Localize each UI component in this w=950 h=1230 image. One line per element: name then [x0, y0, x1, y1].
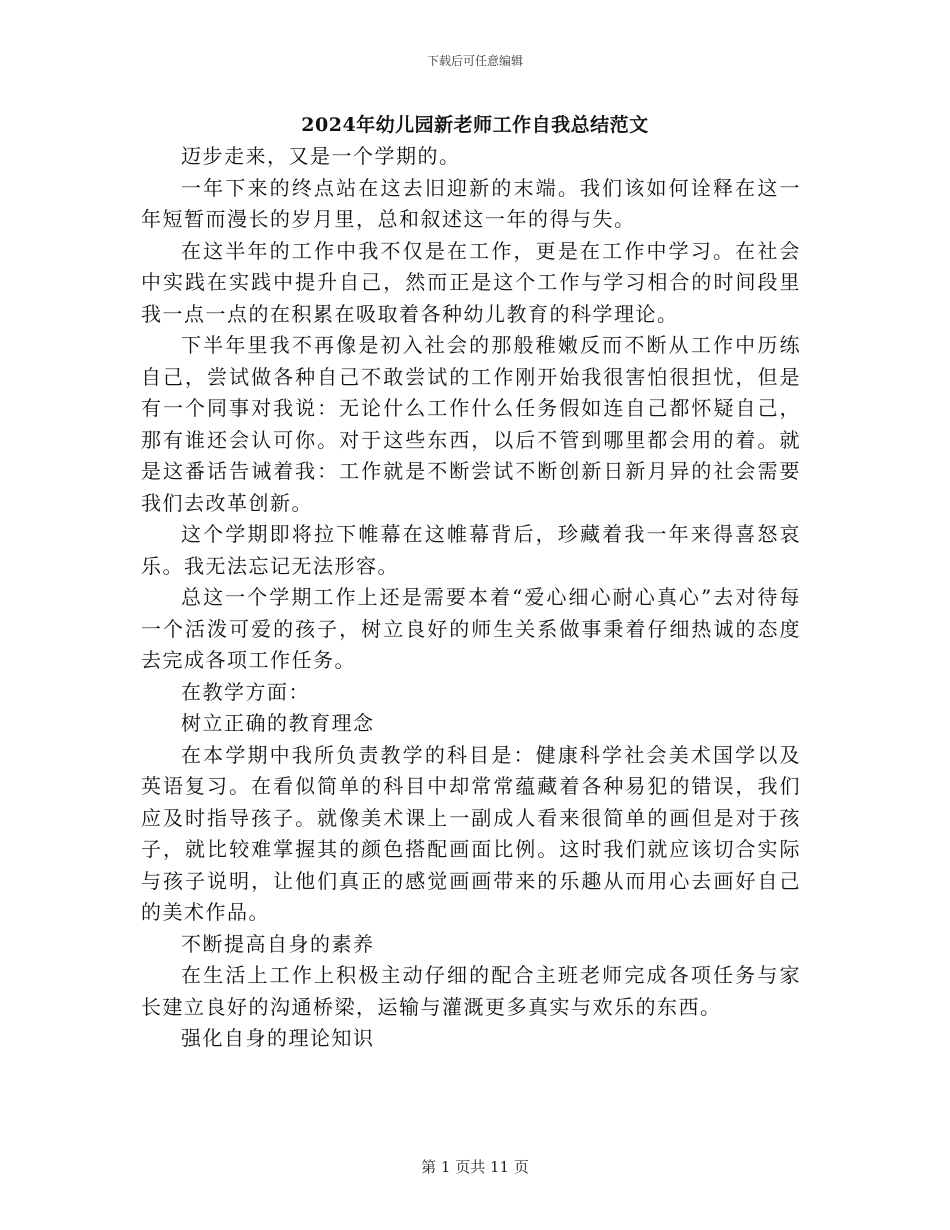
page-header-note: 下载后可任意编辑 [426, 54, 523, 68]
paragraph: 总这一个学期工作上还是需要本着“爱心细心耐心真心”去对待每一个活泼可爱的孩子，树立良好的师生关系做事秉着仔细热诚的态度去完成各项工作任务。 [141, 585, 801, 672]
paragraph: 一年下来的终点站在这去旧迎新的末端。我们该如何诠释在这一年短暂而漫长的岁月里，总和叙述这一年的得与失。 [141, 175, 801, 231]
paragraph: 这个学期即将拉下帷幕在这帷幕背后，珍藏着我一年来得喜怒哀乐。我无法忘记无法形容。 [141, 522, 801, 578]
subsection-heading: 树立正确的教育理念 [181, 711, 375, 735]
document-body [141, 141, 801, 1055]
section-heading: 在教学方面： [181, 679, 310, 704]
paragraph: 迈步走来，又是一个学期的。 [181, 144, 461, 168]
paragraph: 下半年里我不再像是初入社会的那般稚嫩反而不断从工作中历练自己，尝试做各种自己不敢尝试的工作刚开始我很害怕很担忧，但是有一个同事对我说：无论什么工作什么任务假如连自己都怀疑自己，那有谁还会认可你。对于这些东西，以后不管到哪里都会用的着。就是这番话告诫着我：工作就是不断尝试不断创新日新月异的社会需要我们去改革创新。 [141, 333, 801, 515]
page-number: 第 1 页共 11 页 [421, 1158, 529, 1176]
paragraph: 在本学期中我所负责教学的科目是：健康科学社会美术国学以及英语复习。在看似简单的科目中却常常蕴藏着各种易犯的错误，我们应及时指导孩子。就像美术课上一副成人看来很简单的画但是对于孩子，就比较难掌握其的颜色搭配画面比例。这时我们就应该切合实际与孩子说明，让他们真正的感觉画画带来的乐趣从而用心去画好自己的美术作品。 [141, 742, 801, 924]
document-title: 2024年幼儿园新老师工作自我总结范文 [301, 114, 649, 136]
paragraph: 在生活上工作上积极主动仔细的配合主班老师完成各项任务与家长建立良好的沟通桥梁，运输与灌溉更多真实与欢乐的东西。 [141, 963, 801, 1019]
subsection-heading: 强化自身的理论知识 [181, 1026, 375, 1050]
paragraph: 在这半年的工作中我不仅是在工作，更是在工作中学习。在社会中实践在实践中提升自己，然而正是这个工作与学习相合的时间段里我一点一点的在积累在吸取着各种幼儿教育的科学理论。 [141, 238, 801, 326]
subsection-heading: 不断提高自身的素养 [181, 931, 375, 956]
